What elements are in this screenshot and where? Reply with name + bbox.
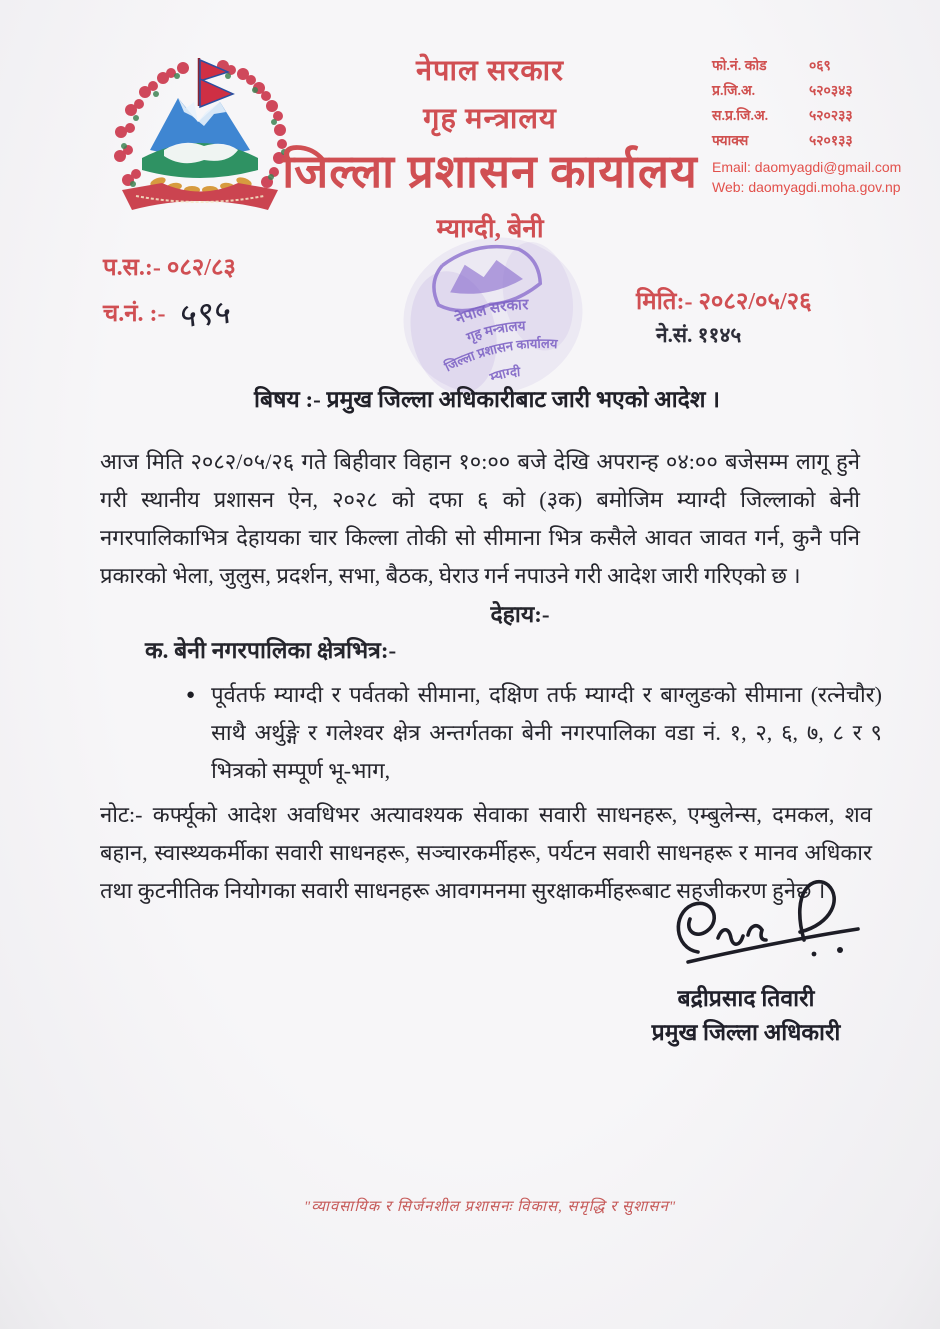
signature-icon [662,872,862,984]
letter-number: प.स.:- ०८२/८३ [103,255,236,281]
web-text: Web: daomyagdi.moha.gov.np [712,179,901,195]
email-text: Email: daomyagdi@gmail.com [712,159,902,175]
acdo-phone-label: स.प्र.जि.अ. [712,109,769,124]
boundary-description: पूर्वतर्फ म्याग्दी र पर्वतको सीमाना, दक्षिण तर्फ म्याग्दी र बाग्लुङको सीमाना (रत्नेचौर) साथै अर्थुङ्गे र गलेश्वर क्षेत्र अन्तर्गतका बेनी नगरपालिका वडा नं. १, २, ६, ७, ८ र ९ भित्रको सम्पूर्ण भू-भाग, [211,682,882,783]
signer-block [606,982,886,1050]
cdo-phone-label: प्र.जि.अ. [712,84,756,99]
dispatch-number-label: च.नं. :- [103,301,166,327]
phone-code-label: फो.नं. कोड [712,59,767,74]
letterhead [250,50,730,245]
dispatch-number-handwritten: ५९५ [177,294,233,336]
office-name: जिल्ला प्रशासन कार्यालय [282,146,698,197]
cdo-phone-value: ५२०३४३ [809,84,853,99]
letter-date: मिति:- २०८२/०५/२६ [636,289,812,315]
phone-code-value: ०६९ [809,59,831,74]
boundary-list-item [186,676,882,790]
signer-title: प्रमुख जिल्ला अधिकारी [651,1020,841,1045]
body-paragraph: आज मिति २०८२/०५/२६ गते बिहीवार विहान १०:०० बजे देखि अपरान्ह ०४:०० बजेसम्म लागू हुने गरी स्थानीय प्रशासन ऐन, २०२८ को दफा ६ को (३क) बमोजिम म्याग्दी जिल्लाको बेनी नगरपालिकाभित्र देहायका चार किल्ला तोकी सो सीमाना भित्र कसैले आवत जावत गर्न, कुनै पनि प्रकारको भेला, जुलुस, प्रदर्शन, सभा, बैठक, घेराउ गर्न नपाउने गरी आदेश जारी गरिएको छ । [100,449,860,588]
fax-label: फ्याक्स [712,134,749,149]
stamp-line1: नेपाल सरकार [453,297,529,328]
section-heading: क. बेनी नगरपालिका क्षेत्रभित्र:- [145,638,397,663]
office-stamp [396,236,591,398]
dehaya-heading: देहाय:- [490,602,550,627]
stamp-line4: म्याग्दी [487,363,521,385]
signer-name: बद्रीप्रसाद तिवारी [677,986,815,1011]
government-name: नेपाल सरकार [415,55,565,87]
stamp-line3: जिल्ला प्रशासन कार्यालय [442,335,558,375]
note-paragraph: नोट:- कर्फ्यूको आदेश अवधिभर अत्यावश्यक सेवाका सवारी साधनहरू, एम्बुलेन्स, दमकल, शव बहान, स्वास्थ्यकर्मीका सवारी साधनहरू, सञ्चारकर्मीहरू, पर्यटन सवारी साधनहरू र मानव अधिकार तथा कुटनीतिक नियोगका सवारी साधनहरू आवगमनमा सुरक्षाकर्मीहरूबाट सहजीकरण हुनेछ । [100,802,872,903]
contact-block [712,58,932,197]
bullet-icon: ● [186,687,196,703]
acdo-phone-value: ५२०२३३ [809,109,853,124]
stamp-line2: गृह मन्त्रालय [464,318,526,345]
ministry-name: गृह मन्त्रालय [423,103,557,135]
subject-line: बिषय :- प्रमुख जिल्ला अधिकारीबाट जारी भएको आदेश । [254,387,720,412]
nepal-sambat: ने.सं. ११४५ [656,323,742,347]
office-location: म्याग्दी, बेनी [436,214,544,243]
footer-motto: "व्यावसायिक र सिर्जनशील प्रशासनः विकास, समृद्धि र सुशासन" [303,1199,677,1215]
dispatch-number [103,290,231,335]
fax-value: ५२०१३३ [809,134,853,149]
